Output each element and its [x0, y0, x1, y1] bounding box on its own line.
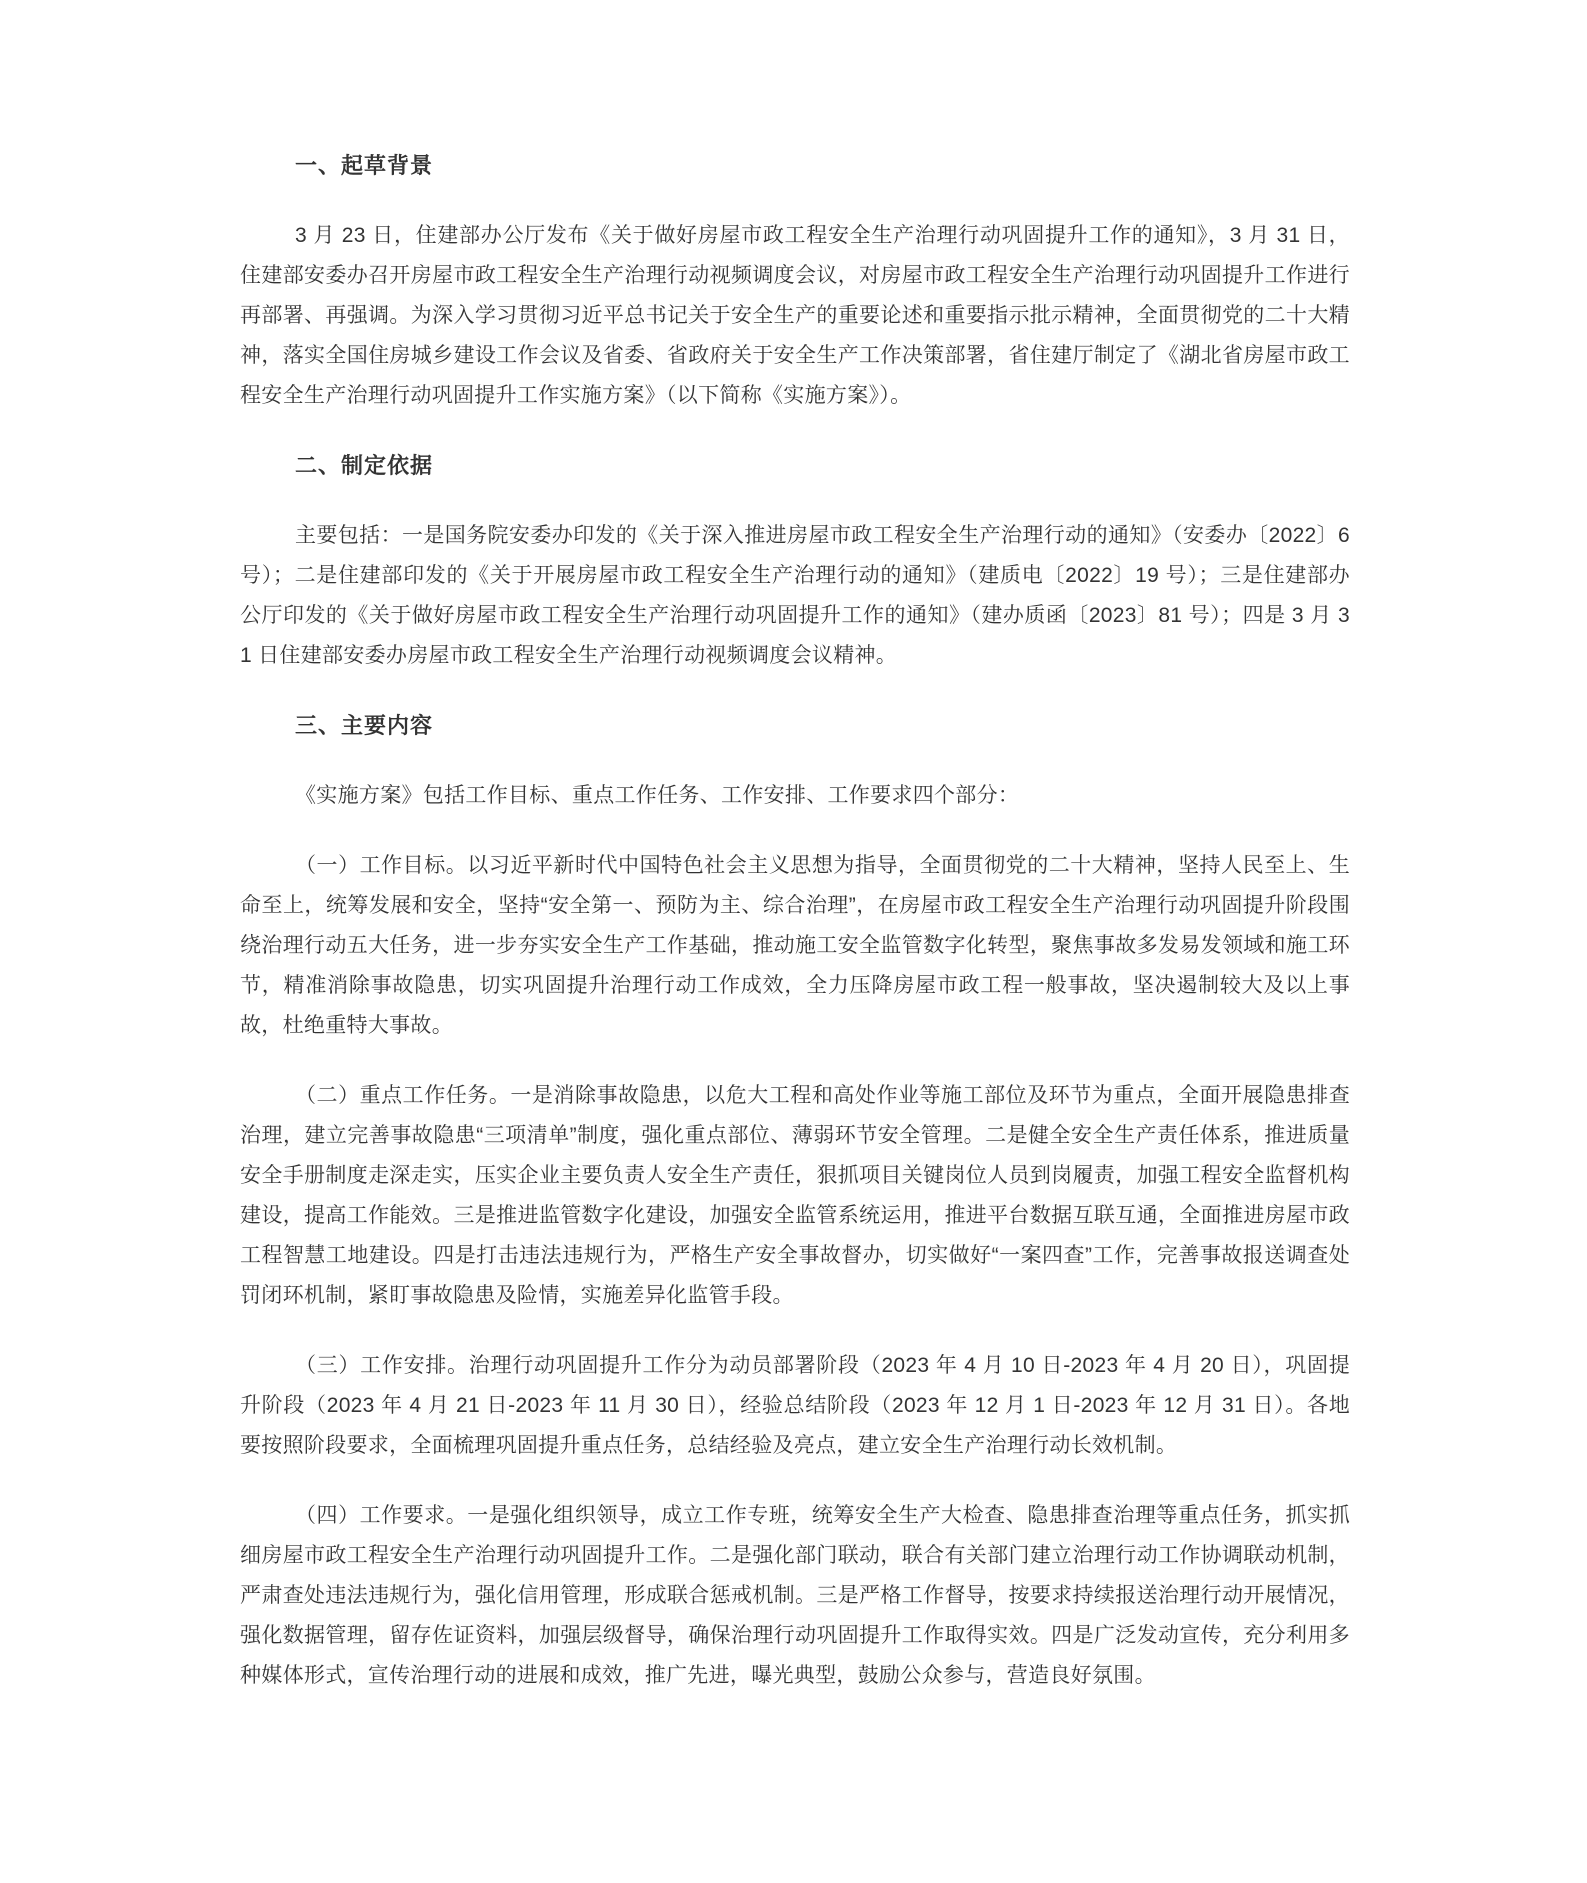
paragraph-work-goals: （一）工作目标。以习近平新时代中国特色社会主义思想为指导，全面贯彻党的二十大精神，坚持人民至上、生命至上，统筹发展和安全，坚持“安全第一、预防为主、综合治理”，在房屋市政工程安全生产治理行动巩固提升阶段围绕治理行动五大任务，进一步夯实安全生产工作基础，推动施工安全监管数字化转型，聚焦事故多发易发领域和施工环节，精准消除事故隐患，切实巩固提升治理行动工作成效，全力压降房屋市政工程一般事故，坚决遏制较大及以上事故，杜绝重特大事故。 [240, 854, 1350, 1037]
paragraph-formulation-basis: 主要包括：一是国务院安委办印发的《关于深入推进房屋市政工程安全生产治理行动的通知》（安委办〔2022〕6 号）；二是住建部印发的《关于开展房屋市政工程安全生产治理行动的通知》（建质电〔2022〕19 号）；三是住建部办公厅印发的《关于做好房屋市政工程安全生产治理行动巩固提升工作的通知》（建办质函〔2023〕81 号）；四是 3 月 31 日住建部安委办房屋市政工程安全生产治理行动视频调度会议精神。 [240, 524, 1350, 667]
paragraph-key-tasks: （二）重点工作任务。一是消除事故隐患，以危大工程和高处作业等施工部位及环节为重点，全面开展隐患排查治理，建立完善事故隐患“三项清单”制度，强化重点部位、薄弱环节安全管理。二是健全安全生产责任体系，推进质量安全手册制度走深走实，压实企业主要负责人安全生产责任，狠抓项目关键岗位人员到岗履责，加强工程安全监督机构建设，提高工作能效。三是推进监管数字化建设，加强安全监管系统运用，推进平台数据互联互通，全面推进房屋市政工程智慧工地建设。四是打击违法违规行为，严格生产安全事故督办，切实做好“一案四查”工作，完善事故报送调查处罚闭环机制，紧盯事故隐患及险情，实施差异化监管手段。 [240, 1084, 1350, 1307]
section-heading-drafting-background: 一、起草背景 [295, 153, 434, 178]
section-drafting-background [240, 146, 1350, 416]
section-heading-main-content: 三、主要内容 [295, 713, 434, 738]
section-main-content [240, 706, 1350, 1696]
paragraph-drafting-background: 3 月 23 日，住建部办公厅发布《关于做好房屋市政工程安全生产治理行动巩固提升工作的通知》，3 月 31 日，住建部安委办召开房屋市政工程安全生产治理行动视频调度会议，对房屋市政工程安全生产治理行动巩固提升工作进行再部署、再强调。为深入学习贯彻习近平总书记关于安全生产的重要论述和重要指示批示精神，全面贯彻党的二十大精神，落实全国住房城乡建设工作会议及省委、省政府关于安全生产工作决策部署，省住建厅制定了《湖北省房屋市政工程安全生产治理行动巩固提升工作实施方案》（以下简称《实施方案》）。 [240, 224, 1350, 407]
paragraph-work-schedule: （三）工作安排。治理行动巩固提升工作分为动员部署阶段（2023 年 4 月 10 日-2023 年 4 月 20 日），巩固提升阶段（2023 年 4 月 21 日-2023 年 11 月 30 日），经验总结阶段（2023 年 12 月 1 日-2023 年 12 月 31 日）。各地要按照阶段要求，全面梳理巩固提升重点任务，总结经验及亮点，建立安全生产治理行动长效机制。 [240, 1354, 1350, 1457]
paragraph-main-content-intro: 《实施方案》包括工作目标、重点工作任务、工作安排、工作要求四个部分： [295, 784, 1020, 807]
section-heading-formulation-basis: 二、制定依据 [295, 453, 434, 478]
section-formulation-basis [240, 446, 1350, 676]
paragraph-work-requirements: （四）工作要求。一是强化组织领导，成立工作专班，统筹安全生产大检查、隐患排查治理等重点任务，抓实抓细房屋市政工程安全生产治理行动巩固提升工作。二是强化部门联动，联合有关部门建立治理行动工作协调联动机制，严肃查处违法违规行为，强化信用管理，形成联合惩戒机制。三是严格工作督导，按要求持续报送治理行动开展情况，强化数据管理，留存佐证资料，加强层级督导，确保治理行动巩固提升工作取得实效。四是广泛发动宣传，充分利用多种媒体形式，宣传治理行动的进展和成效，推广先进，曝光典型，鼓励公众参与，营造良好氛围。 [240, 1504, 1350, 1687]
